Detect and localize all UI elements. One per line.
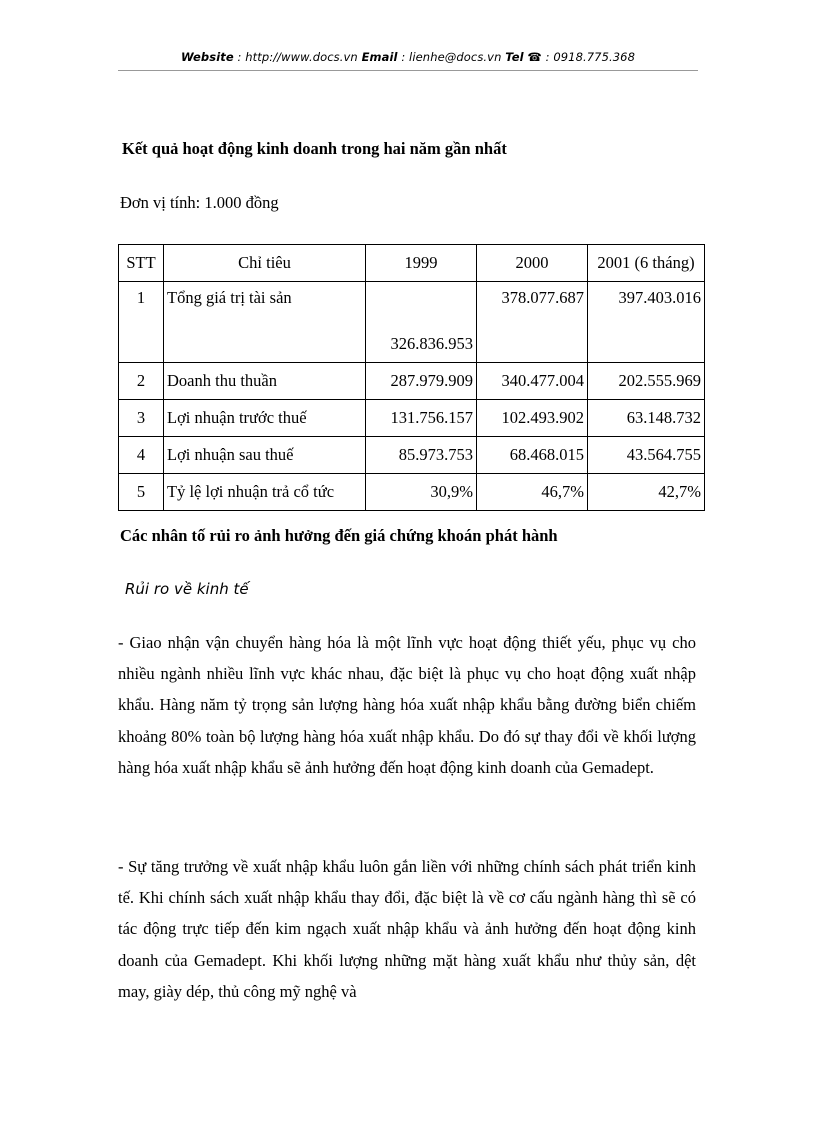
cell-2001: 397.403.016 — [588, 282, 705, 363]
table-row — [119, 437, 705, 474]
header-2001: 2001 (6 tháng) — [588, 245, 705, 282]
table-header-row — [119, 245, 705, 282]
page-header — [118, 50, 698, 64]
cell-2001: 202.555.969 — [588, 363, 705, 400]
cell-1999: 30,9% — [366, 474, 477, 511]
document-title: Kết quả hoạt động kinh doanh trong hai năm gần nhất — [122, 139, 507, 158]
paragraph: - Giao nhận vận chuyển hàng hóa là một lĩnh vực hoạt động thiết yếu, phục vụ cho nhiều ngành nhiều lĩnh vực khác nhau, đặc biệt là phục vụ cho hoạt động xuất nhập khẩu. Hàng năm tỷ trọng sản lượng hàng hóa xuất nhập khẩu bằng đường biển chiếm khoảng 80% toàn bộ lượng hàng hóa xuất nhập khẩu. Do đó sự thay đổi về khối lượng hàng hóa xuất nhập khẩu sẽ ảnh hưởng đến hoạt động kinh doanh của Gemadept. — [118, 633, 696, 777]
header-1999: 1999 — [366, 245, 477, 282]
cell-1999: 287.979.909 — [366, 363, 477, 400]
subsection-title: Rủi ro về kinh tế — [125, 580, 249, 598]
phone-icon: ☎ — [527, 50, 542, 64]
results-table — [118, 244, 705, 511]
cell-1999: 131.756.157 — [366, 400, 477, 437]
tel-value: : 0918.775.368 — [545, 50, 636, 64]
cell-indicator: Lợi nhuận sau thuế — [164, 437, 366, 474]
cell-indicator: Tỷ lệ lợi nhuận trả cổ tức — [164, 474, 366, 511]
tel-label: Tel — [505, 50, 524, 64]
cell-2000: 68.468.015 — [477, 437, 588, 474]
cell-2001: 42,7% — [588, 474, 705, 511]
unit-note: Đơn vị tính: 1.000 đồng — [120, 193, 279, 212]
header-indicator: Chỉ tiêu — [164, 245, 366, 282]
email-value: : lienhe@docs.vn — [401, 50, 502, 64]
cell-stt: 5 — [119, 474, 164, 511]
section-title: Các nhân tố rủi ro ảnh hưởng đến giá chứng khoán phát hành — [120, 526, 558, 545]
cell-2001: 43.564.755 — [588, 437, 705, 474]
header-stt: STT — [119, 245, 164, 282]
cell-2000: 378.077.687 — [477, 282, 588, 363]
header-divider — [118, 70, 698, 71]
cell-2000: 102.493.902 — [477, 400, 588, 437]
header-2000: 2000 — [477, 245, 588, 282]
website-label: Website — [180, 50, 234, 64]
paragraph: - Sự tăng trưởng về xuất nhập khẩu luôn gắn liền với những chính sách phát triển kinh tế. Khi chính sách xuất nhập khẩu thay đổi, đặc biệt là về cơ cấu ngành hàng thì sẽ có tác động trực tiếp đến kim ngạch xuất nhập khẩu và ảnh hưởng đến hoạt động kinh doanh của Gemadept. Khi khối lượng những mặt hàng xuất khẩu như thủy sản, dệt may, giày dép, thủ công mỹ nghệ và — [118, 857, 696, 1001]
cell-stt: 2 — [119, 363, 164, 400]
website-value: : http://www.docs.vn — [237, 50, 358, 64]
cell-stt: 1 — [119, 282, 164, 363]
cell-2000: 46,7% — [477, 474, 588, 511]
cell-indicator: Doanh thu thuần — [164, 363, 366, 400]
table-row — [119, 400, 705, 437]
cell-2001: 63.148.732 — [588, 400, 705, 437]
table-row — [119, 282, 705, 363]
cell-1999: 85.973.753 — [366, 437, 477, 474]
cell-1999: 326.836.953 — [366, 282, 477, 363]
cell-stt: 4 — [119, 437, 164, 474]
table-row — [119, 363, 705, 400]
table-row — [119, 474, 705, 511]
email-label: Email — [361, 50, 398, 64]
cell-indicator: Lợi nhuận trước thuế — [164, 400, 366, 437]
cell-indicator: Tổng giá trị tài sản — [164, 282, 366, 363]
cell-stt: 3 — [119, 400, 164, 437]
cell-2000: 340.477.004 — [477, 363, 588, 400]
